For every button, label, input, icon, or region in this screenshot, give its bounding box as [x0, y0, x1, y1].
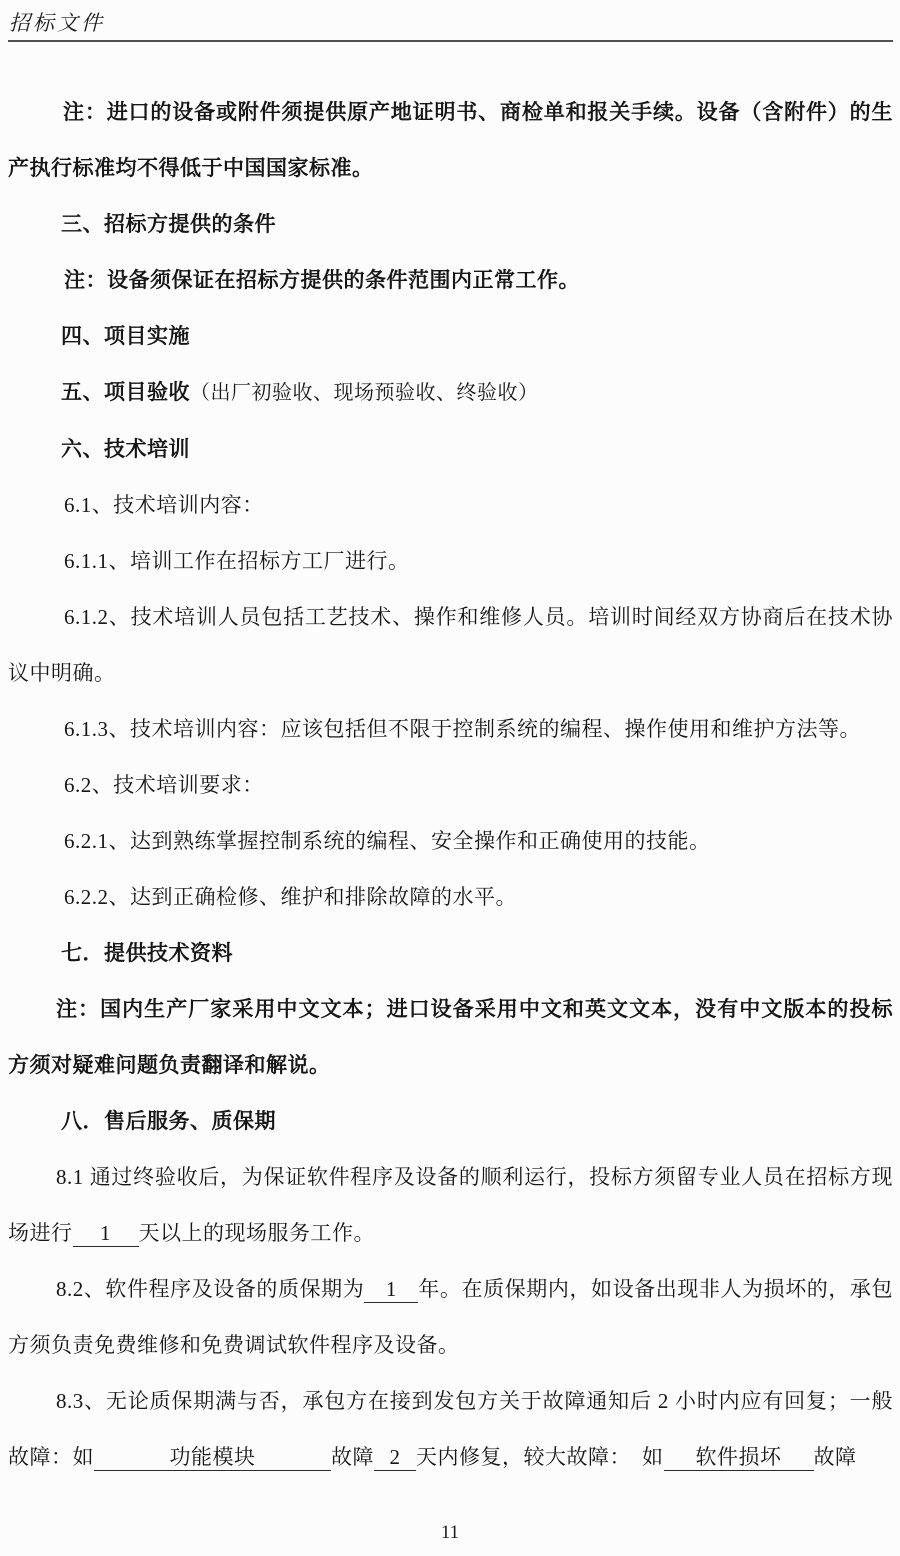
blank-warranty-years: 1 [364, 1276, 418, 1303]
item-8-3-text-mid1: 故障 [331, 1445, 374, 1469]
blank-repair-days: 2 [374, 1444, 416, 1471]
note-language: 注：国内生产厂家采用中文文本；进口设备采用中文和英文文本，没有中文版本的投标方须对疑难问题负责翻译和解说。 [8, 997, 893, 1077]
item-8-1-text-post: 天以上的现场服务工作。 [138, 1221, 375, 1245]
header-rule [8, 40, 893, 42]
heading-section-6: 六、技术培训 [61, 437, 190, 461]
page-footer [0, 1522, 900, 1544]
heading-section-3: 三、招标方提供的条件 [61, 212, 276, 236]
item-8-3-text-post: 故障 [813, 1445, 857, 1469]
item-6-1-1: 6.1.1、培训工作在招标方工厂进行。 [64, 549, 410, 573]
heading-5-subtitle: （出厂初验收、现场预验收、终验收） [190, 382, 539, 404]
blank-general-fault-type: 功能模块 [94, 1444, 331, 1471]
blank-onsite-service-days: 1 [73, 1220, 139, 1247]
heading-5-title: 五、项目验收 [61, 380, 190, 404]
document-body [8, 84, 893, 1485]
heading-section-4: 四、项目实施 [61, 324, 190, 348]
item-6-2-1: 6.2.1、达到熟练掌握控制系统的编程、安全操作和正确使用的技能。 [64, 829, 711, 853]
item-8-3-text-pre: 8.3、无论质保期满与否，承包方在接到发包方关于故障通知后 2 小时内应有回复；一般故障：如 [8, 1389, 893, 1469]
header-title: 招标文件 [9, 11, 105, 35]
item-8-1 [8, 1149, 893, 1261]
item-8-2 [8, 1261, 893, 1373]
item-8-3-text-mid2: 天内修复，较大故障： 如 [416, 1445, 664, 1469]
item-6-2-2: 6.2.2、达到正确检修、维护和排除故障的水平。 [64, 885, 517, 909]
item-6-2: 6.2、技术培训要求： [64, 773, 264, 797]
heading-section-8: 八．售后服务、质保期 [61, 1109, 276, 1133]
item-8-1-text-pre: 8.1 通过终验收后，为保证软件程序及设备的顺利运行，投标方须留专业人员在招标方现场进行 [8, 1165, 893, 1245]
item-8-3 [8, 1373, 893, 1485]
blank-major-fault-type: 软件损坏 [664, 1444, 814, 1471]
heading-section-7: 七．提供技术资料 [61, 941, 233, 965]
heading-section-5 [8, 364, 893, 421]
note-conditions: 注：设备须保证在招标方提供的条件范围内正常工作。 [64, 268, 580, 292]
item-8-2-text-pre: 8.2、软件程序及设备的质保期为 [56, 1277, 365, 1301]
note-import: 注：进口的设备或附件须提供原产地证明书、商检单和报关手续。设备（含附件）的生产执行标准均不得低于中国国家标准。 [8, 100, 893, 180]
item-8-2-text-post: 年。在质保期内，如设备出现非人为损坏的，承包方须负责免费维修和免费调试软件程序及设备。 [8, 1277, 894, 1357]
item-6-1: 6.1、技术培训内容： [64, 493, 264, 517]
item-6-1-3: 6.1.3、技术培训内容：应该包括但不限于控制系统的编程、操作使用和维护方法等。 [64, 717, 861, 741]
page-number: 11 [440, 1522, 460, 1543]
item-6-1-2: 6.1.2、技术培训人员包括工艺技术、操作和维修人员。培训时间经双方协商后在技术协议中明确。 [8, 605, 893, 685]
